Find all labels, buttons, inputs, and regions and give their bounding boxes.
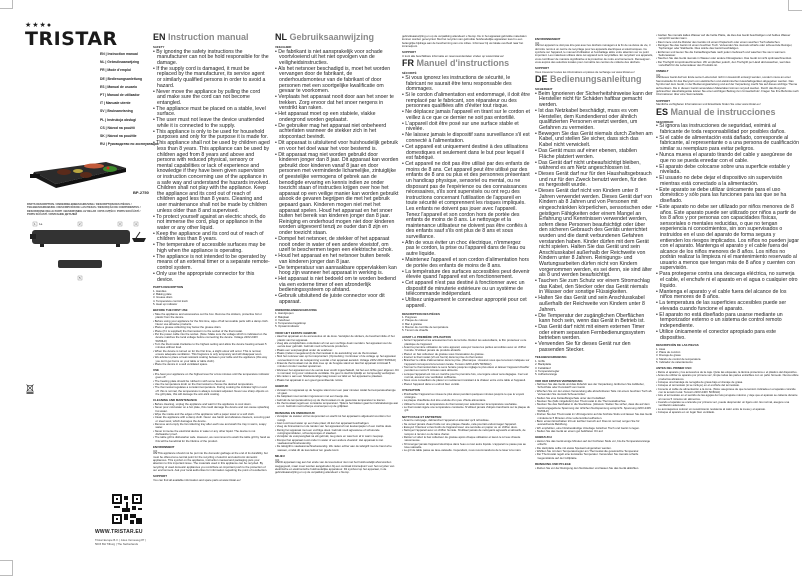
language-item[interactable]: FR | Mode d'emploi: [100, 68, 131, 73]
list-item: • Turn the thermostat clockwise to the highest setting and allow the device heating at least 5 minutes without food.: [153, 343, 270, 350]
crop-mark-bottom-left: [0, 560, 13, 576]
list-item: • Cet appareil n'est pas destiné à fonctionner avec un dispositif de minuterie extérieure ou un système de télécommande indépendant.: [402, 281, 530, 298]
list-item: • Verwenden Sie für dieses Gerät nur den passenden Stecker.: [535, 342, 653, 353]
list-item: • When the device is turned on for the first time, a slight odour will occur. This is normal, ensure adequate ventilation. This fragrance is only temporary and will disappear soon.: [153, 350, 270, 357]
bullet-list: [153, 403, 270, 443]
list-item: • Beim ersten Einschalten tritt ein leichter Geruch auf. Dies ist normal; sorgen Sie für ausreichende Belüftung.: [535, 420, 653, 427]
list-item: • Ist das Netzkabel beschädigt, muss es vom Hersteller, dem Kundendienst oder ähnlich qualifizierten Personen ersetzt werden, um Gefahren zu vermeiden.: [535, 109, 653, 131]
list-item: • L'appareil doit être posé sur une surface stable et nivelée.: [402, 122, 530, 133]
list-item: • Si vous ignorez les instructions de sécurité, le fabricant ne saurait être tenu responsable des dommages.: [402, 76, 530, 93]
list-item: • Coloque el termostato (si se incluye) en el enchufe del termostato.: [656, 384, 799, 387]
language-item[interactable]: EN | Instruction manual: [100, 52, 138, 56]
bullet-list: [402, 76, 530, 310]
list-item: 1. Griffe: [535, 359, 545, 364]
list-item: • The heating plate should be rubbed in with some food oil.: [153, 380, 270, 383]
list-item: • Das Gerät darf nicht unbeaufsichtigt bleiben, während es am Netz angeschlossen ist.: [535, 161, 653, 172]
parts-list: [275, 312, 399, 328]
subsection-label: USE: [153, 368, 159, 373]
bullet-list: [535, 440, 653, 460]
manual-title: Instruction manual: [168, 32, 249, 42]
list-item: • Dit apparaat is uitsluitend voor huishoudelijk gebruik en voor het doel waar het voor bestemd is.: [275, 141, 399, 152]
subsection-label: DESCRIPTION DES PIÈCES: [402, 311, 440, 316]
brand-name: TRISTAR: [25, 28, 118, 50]
list-item: • N'immergez jamais l'appareil électrique dans l'eau ou tout autre liquide. L'appareil ne passe pas au lave-vaisselle.: [402, 443, 530, 450]
parts-list: [402, 316, 530, 332]
list-item: • Put the power cable into the socket. (Note: Make sure the voltage which is indicated on the device matches the local voltage before connecting the device. Voltage 220V-240V 50/60Hz): [153, 333, 270, 343]
manual-title: Manuel d'instructions: [416, 58, 510, 69]
list-item: • Sluit het netsnoer aan op het stopcontact. (Opmerking: Controleer of de voltage op het apparaat overeenkomt met de netspanning voordat u het apparaat aansluit. Voltage 220V-240V 50/60Hz): [275, 355, 399, 362]
parts-description-heading: PARTS DESCRIPTION / ONDERDELENBESCHRIJVING / DESCRIPTION DES PIÈCES / TEILEBESCHREIBUNG / DESCRIPCIÓN DE LAS PIEZAS / DESCRIÇÃO DE COMPONENTES / DESCRIZIONE DELLE PARTI / BESKRIVNING AV DELAR / OPIS CZĘŚCI / POPIS SOUČÁSTÍ / POPIS SÚČASTÍ / ОПИСАНИЕ ДЕТАЛЕЙ: [27, 203, 141, 216]
model-number: BP-2750: [133, 190, 149, 195]
list-item: • Pre-heat your appliance on the highest level for a few minutes until the temperature indicator goes off.: [153, 373, 270, 380]
list-item: • De bakplaat moet worden ingewreven met een beetje olie.: [275, 395, 399, 398]
list-item: • Wanneer het apparaat voor de eerste keer wordt ingeschakeld, zal het een lichte geur afgeven. Dit is normaal; zorg voor voldoende ventilatie. De geur is slechts tijdelijk en zal spoedig verdwijnen.: [275, 369, 399, 376]
list-item: • Der Tischgrill ist spülmaschinenfest. Wir empfehlen jedoch, den Tischgrill per Hand abzuwaschen, weil dies vorteilhaft für die Lebensdauer des Produkts ist.: [656, 61, 799, 68]
list-item: • Ne versez jamais d'eau froide sur une plaque chaude, cela pourrait endommager l'appareil.: [402, 423, 530, 426]
list-item: • Das Gerät muss auf einer ebenen, stabilen Fläche platziert werden.: [535, 149, 653, 160]
section-heading: [153, 32, 270, 43]
language-item[interactable]: RU | Руководство по эксплуатации: [100, 142, 159, 147]
list-item: • Verwarm het apparaat op de hoogste stand voor een paar minuten totdat het temperatuurlampje uit gaat.: [275, 389, 399, 396]
list-item: 5. Opwarmindicator: [275, 324, 300, 329]
list-item: • Avant la première utilisation de votre appareil, essuyez toutes les parties amovibles avec un chiffon humide. N'utilisez jamais de produits abrasifs.: [402, 346, 530, 353]
subsection-label: SUPPORT: [153, 474, 167, 479]
diagram-label-3: 3: [119, 222, 121, 226]
list-item: • Verplaats het apparaat nooit door aan het snoer te trekken. Zorg ervoor dat het snoer nergens in verstrikt kan raken.: [275, 95, 399, 112]
parts-list: [153, 290, 270, 306]
list-item: • Keep the appliance and its cord out of reach of children less than 8 years.: [153, 232, 270, 243]
list-item: • De tafelgrill is vaatwasmachinebestendig. We raden echter aan de tafelgrill met de hand af te wassen, omdat dit de levensduur ten goede komt.: [275, 445, 399, 452]
bullet-list: [535, 92, 653, 354]
list-item: • Stellen Sie das Gerät an einem gut belüfteten Ort auf.: [535, 430, 653, 433]
list-item: • Place (if it is supplied) the thermostat in to the socket of the thermostat.: [153, 330, 270, 333]
bullet-list: [402, 393, 530, 413]
weee-bin-icon: ☒: [535, 41, 540, 48]
section-heading: [275, 32, 399, 43]
weee-bin-icon: [26, 384, 34, 394]
language-item[interactable]: NL | Gebruiksaanwijzing: [100, 60, 140, 65]
list-item: • Nous vous conseillons de placer un revêtement résistant à la chaleur entre votre table et l'appareil.: [402, 379, 530, 382]
list-item: 4. Temperature control knob: [153, 298, 188, 303]
list-item: 5. Heat up indicator: [153, 302, 178, 307]
list-item: • De temperatuur van aanraakbare oppervlakken kan hoog zijn wanneer het apparaat in werking is.: [275, 266, 399, 277]
list-item: • The appliance is not intended to be operated by means of an external timer or a separate remote-control system.: [153, 255, 270, 272]
subsection-label: SÉCURITÉ: [402, 71, 417, 76]
column-nl: [275, 32, 399, 475]
list-item: • Mantenga el aparato y el cable fuera del alcance de los niños menores de 8 años.: [656, 290, 799, 301]
bullet-list: [402, 419, 530, 452]
environment-paragraph: [153, 450, 270, 473]
list-item: • Nunca mueva el aparato tirando del cable y asegúrese de que no se pueda enredar con el cable.: [656, 153, 799, 164]
environment-text: Cet appareil ne doit pas être jeté avec les déchets ménagers à la fin de sa durée de vie, il doit être remis à un centre de recyclage pour les appareils électriques et électroniques. Ce symbole sur l'appareil, le manuel d'utilisation et l'emballage attire votre attention sur ce point important. Les matériaux utilisés dans cet appareil sont recyclables. En recyclant vos appareils, vous contribuez de manière significative à la protection de notre environnement. Renseignez-vous auprès des autorités locales pour connaître les centres de collecte des déchets.: [535, 42, 653, 64]
list-item: • By ignoring the safety instructions the manufacturer can not be hold responsible for the damage.: [153, 50, 270, 67]
list-item: • Avant le nettoyage, débranchez l'appareil et attendez qu'il refroidisse.: [402, 419, 530, 422]
crop-mark-top-left: [0, 0, 13, 9]
subsection-label: VEILIGHEID: [275, 45, 292, 49]
language-item[interactable]: PT | Manual de utilizador: [100, 93, 140, 98]
list-item: • Cet appareil est uniquement destiné à des utilisations domestiques et seulement dans le but pour lequel il est fabriqué.: [402, 145, 530, 162]
list-item: 3. Fettablauf: [535, 365, 551, 370]
list-item: • Stecken Sie das Netzkabel in die Steckdose. (Hinweis: Stellen Sie sicher, dass die auf dem Gerät angegebene Spannung der örtlichen Netzspannung entspricht. Spannung 220V-240V 50/60Hz): [535, 403, 653, 413]
list-item: • Si ignora las instrucciones de seguridad, eximirá al fabricante de toda responsabilidad por posibles daños.: [656, 124, 799, 135]
list-item: • Ne laissez jamais le dispositif sans surveillance s'il est connecté à l'alimentation.: [402, 133, 530, 144]
column-en: [153, 32, 270, 482]
bullet-list: [153, 313, 270, 367]
list-item: • Haal het apparaat en de accessoires uit de doos. Verwijder de stickers, de beschermfolie of het plastic van het apparaat.: [275, 335, 399, 342]
bullet-list: [153, 50, 270, 284]
list-item: • Stecken Sie (falls mitgeliefert) den Thermostat in die Thermostatbuchse.: [535, 400, 653, 403]
list-item: • Si le cordon d'alimentation est endommagé, il doit être remplacé par le fabricant, son réparateur ou des personnes qualifiées afin d'éviter tout risque.: [402, 93, 530, 110]
list-item: • Para protegerse contra una descarga eléctrica, no sumerja el cable, el enchufe ni el aparato en el agua o cualquier otro líquido.: [656, 272, 799, 289]
list-item: • Tauchen Sie das Gerät niemals in Wasser oder andere Flüssigkeiten. Das Gerät ist nicht spülmaschinenfest.: [656, 57, 799, 60]
list-item: 3. Drenaje de grasa: [656, 353, 681, 358]
list-item: • Tauchen Sie zum Schutz vor einem Stromschlag das Kabel, den Stecker oder das Gerät niemals in Wasser oder sonstige Flüssigkeiten.: [535, 279, 653, 296]
subsection-label: VOOR HET EERSTE GEBRUIK: [275, 330, 317, 335]
list-item: • Never move the appliance by pulling the cord and make sure the cord can not become entangled.: [153, 90, 270, 107]
bullet-list: [153, 373, 270, 396]
list-item: 4. Temperaturregler: [535, 368, 560, 373]
list-item: • Entfernen und leeren Sie die Fettauffangschale nach jedem Gebrauch und waschen Sie sie in warmem Seifenwasser.: [656, 51, 799, 58]
list-item: • Nehmen Sie das Gerät und das Zubehör aus der Verpackung. Entfernen Sie Aufkleber, Schutzfolie oder Kunststoff vom Gerät.: [535, 383, 653, 390]
subsection-label: PARTS DESCRIPTION: [153, 285, 184, 290]
product-image-grill-icon: [28, 158, 128, 190]
list-item: • Reinigen Sie das Gerät mit einem feuchten Tuch. Verwenden Sie niemals scharfe oder scheuernde Reiniger, Topfreiniger oder Stahlwolle. Dies würde das Gerät beschädigen.: [656, 44, 799, 51]
bullet-list: [535, 383, 653, 433]
subsection-label: MILIEU: [275, 454, 285, 459]
weee-bin-icon: ☒: [656, 74, 661, 81]
list-item: • Wischen Sie vor der ersten Verwendung alle abnehmbaren Teile mit einem feuchten Tuch ab. Verwenden Sie niemals Scheuermittel.: [535, 390, 653, 397]
subsection-label: AVANT LA PREMIÈRE UTILISATION: [402, 334, 451, 339]
list-item: • Place a grease collecting tray below the grease drain.: [153, 326, 270, 329]
list-item: • Veeg alle verwijderbare onderdelen af met een vochtige doek voordat u het apparaat voor de eerste keer gebruikt. Gebruik nooit schurende producten.: [275, 342, 399, 349]
list-item: 1. Handgrepen: [275, 311, 294, 316]
paragraph: You can find all available information and spare parts at www.tristar.eu!: [153, 478, 241, 483]
list-item: • Dompel het apparaat nooit onder in water of een andere vloeistof. Het apparaat is niet vaatwasmachinebestendig.: [275, 439, 399, 446]
list-item: • Before using your appliance for the first time, wipe off all removable parts with a damp cloth. Never use abrasive products.: [153, 320, 270, 327]
list-item: • Cuando el aparato se enciende por primera vez, puede desprender un ligero olor. Es normal, asegure una ventilación adecuada.: [656, 401, 799, 408]
list-item: • El usuario no debe dejar el dispositivo sin supervisión mientras está conectado a la alimentación.: [656, 176, 799, 187]
list-item: • Lorsque l'appareil est mis en marche pour la première fois, une légère odeur sera dégagée. Ceci est normal, assurez une ventilation suffisante.: [402, 373, 530, 380]
bullet-list: [275, 50, 399, 306]
list-item: 1. Poignées: [402, 315, 417, 320]
diagram-label-5: 5: [79, 276, 81, 280]
paragraph: Sämtliche verfügbaren Informationen und Ersatzteile finden Sie unter www.tristar.eu!: [656, 102, 761, 107]
language-code: DE: [535, 74, 548, 85]
list-item: • Placez un bac collecteur de graisse sous l'évacuation de graisse.: [402, 353, 530, 356]
list-item: • La plaque chauffante doit être enduite d'un peu d'huile alimentaire.: [402, 399, 530, 402]
list-item: • Never immerse the electrical device in water or any other liquid. The device is not dishwasher proof.: [153, 430, 270, 437]
list-item: • Remove and empty the fat collecting tray after each use and wash the tray in warm, soapy water.: [153, 423, 270, 430]
list-item: • Conecte el cable de alimentación a la toma. (Nota: asegúrese de que la tensión indicada en el aparato coincide con la tensión local. Tensión 220V-240V 50/60Hz): [656, 388, 799, 395]
diagram-label-1a: 1a: [39, 222, 43, 226]
language-item[interactable]: CS | Návod na použití: [100, 125, 135, 130]
list-item: • Das Innere und die Ränder des Geräts mit einem Papiertuch oder einem weichen Tuch abwischen.: [656, 41, 799, 44]
language-item[interactable]: ES | Manual de usuario: [100, 84, 138, 89]
bullet-list: [275, 335, 399, 382]
list-item: 4. Temperatuurregelknop: [275, 321, 307, 326]
language-item[interactable]: DE | Bedienungsanleitung: [100, 76, 143, 81]
list-item: • La temperatura de las superficies accesibles puede ser elevada cuando funcione el aparato.: [656, 301, 799, 312]
list-item: • The appliance must be placed on a stable, level surface.: [153, 107, 270, 118]
bullet-list: [656, 371, 799, 414]
list-item: • Stellen Sie eine Fettauffangschale unter den Fettablauf.: [535, 397, 653, 400]
qr-code[interactable]: [112, 494, 142, 524]
diagram-label-1: 1: [34, 222, 36, 226]
list-item: • Le gril de table passe au lave-vaisselle. Cependant, nous recommandons de le laver à la main.: [402, 449, 530, 452]
subsection-label: SUPPORT: [402, 50, 416, 55]
list-item: • This appliance shall not be used by children aged less than 8 years. This appliance can be used by children aged from 8 years and above and persons with reduced physical, sensory or mental capabilities or lack of experience and knowledge if they have been given supervision or instruction concerning use of the appliance in a safe way and understand the hazards involved. Children shall not play with the appliance. Keep the appliance and its cord out of reach of children aged less than 8 years. Cleaning and user maintenance shall not be made by children unless older than 8 and supervised.: [153, 141, 270, 214]
list-item: • Dompel het netsnoer, de stekker of het apparaat nooit onder in water of een andere vloeistof, om uzelf te beschermen tegen een elektrische schok.: [275, 237, 399, 254]
diagram-label-2: 2: [79, 222, 81, 226]
list-item: • We advise to place a heat resistant coating between your table and the appliance (this way you don't get burns on your table or table cloth).: [153, 356, 270, 363]
list-item: 5. Témoin de chauffe: [402, 328, 429, 333]
environment-text: Dieses Gerät darf am Ende seiner Lebenszeit nicht im Hausmüll entsorgt werden, sondern muss an einer Sammelstelle für das Recyceln von elektrischen und elektronischen Haushaltsgeräten abgegeben werden. Das Symbol auf dem Gerät, in der Bedienungsanleitung und auf der Verpackung macht Sie auf dieses wichtige Thema aufmerksam. Die in diesem Gerät verwendeten Materialien können recycelt werden. Durch das Recyceln gebrauchter Haushaltsgeräte leisten Sie einen wichtigen Beitrag zum Umweltschutz. Fragen Sie Ihre Behörde nach Informationen über eine Sammelstelle.: [656, 75, 799, 97]
list-item: 2. Plaque de cuisson: [402, 318, 428, 323]
list-item: • Take the appliance and accessories out the box. Remove the stickers, protective foil or plastic from the device.: [153, 313, 270, 320]
subsection-label: ENVIRONMENT: [153, 445, 175, 450]
paragraph: Vous trouverez toutes les informations et pièces de rechange sur www.tristar.eu !: [535, 69, 636, 74]
list-item: 3. Vetafvoer: [275, 317, 290, 322]
bullet-list: [535, 467, 653, 470]
list-item: • Das Gerät darf nicht mit einem externen Timer oder einem separaten Fernbedienungssystem betrieben werden.: [535, 325, 653, 342]
manual-title: Manual de instrucciones: [670, 106, 776, 117]
list-item: • Before cleaning, unplug the appliance and wait for the appliance to cool down.: [153, 403, 270, 406]
list-item: • This appliance is only to be used for household purposes and only for the purpose it is made for.: [153, 130, 270, 141]
subsection-label: ENVIRONNEMENT: [535, 37, 561, 41]
list-item: • Dit apparaat mag niet worden gebruikt door kinderen jonger dan 8 jaar. Dit apparaat kan worden gebruikt door kinderen vanaf 8 jaar en door personen met verminderde lichamelijke, zintuiglijke of geestelijke vermogens of gebrek aan de benodigde ervaring en kennis indien ze onder toezicht staan of instructies krijgen over hoe het apparaat op een veilige manier kan worden gebruikt alsook de gevaren begrijpen die met het gebruik gepaard gaan. Kinderen mogen niet met het apparaat spelen. Houd het apparaat en het snoer buiten het bereik van kinderen jonger dan 8 jaar. Reiniging en onderhoud mogen niet door kinderen worden uitgevoerd tenzij ze ouder dan 8 zijn en onder toezicht staan.: [275, 153, 399, 237]
column-de-es: [656, 34, 799, 414]
diagram-label-4: 4: [135, 222, 137, 226]
list-item: • Utilisez uniquement le connecteur approprié pour cet appareil.: [402, 298, 530, 309]
list-item: • To protect yourself against an electric shock, do not immerse the cord, plug or appliance in the water or any other liquid.: [153, 215, 270, 232]
list-item: • The user must not leave the device unattended while it is connected to the supply.: [153, 118, 270, 129]
subsection-label: REINIGUNG UND PFLEGE: [535, 461, 571, 466]
list-item: • If the supply cord is damaged, it must be replaced by the manufacturer, its service agent or similarly qualified persons in order to avoid a hazard.: [153, 67, 270, 89]
subsection-label: CLEANING AND MAINTENANCE: [153, 398, 198, 403]
column-nl-fr: [402, 35, 530, 453]
list-item: • Halten Sie das Gerät und sein Anschlusskabel außerhalb der Reichweite von Kindern unter 8 Jahren.: [535, 296, 653, 313]
subsection-label: ONDERDELENBESCHRIJVING: [275, 307, 317, 312]
list-item: • The temperature of accessible surfaces may be high when the appliance is operating.: [153, 243, 270, 254]
language-item[interactable]: IT | Manuale utente: [100, 101, 131, 106]
list-item: • Le aconsejamos colocar un revestimiento resistente al calor entre la mesa y el aparato.: [656, 408, 799, 411]
list-item: 2. Bakplaat: [275, 314, 289, 319]
list-item: • Drehen Sie den Thermostat im Uhrzeigersinn auf die höchste Stufe und lassen Sie das Gerät mindestens 5 Minuten ohne Lebensmittel aufheizen.: [535, 413, 653, 420]
list-item: • Ne déplacez jamais l'appareil en tirant sur le cordon et veillez à ce que ce dernier ne soit pas entortillé.: [402, 110, 530, 121]
list-item: 3. Grease drain: [153, 295, 173, 300]
list-item: • Clean the appliance with a damp cloth. Never use harsh and abrasive cleaners, scouring pad or steel wool, which damages the device.: [153, 416, 270, 423]
subsection-label: SUPPORT: [535, 66, 549, 71]
list-item: • La température des surfaces accessibles peut devenir élevée quand l'appareil est en fonctionnement.: [402, 270, 530, 281]
paragraph: U kunt alle beschikbare informatie en reserveonderdelen vinden op www.tristar.eu!: [402, 53, 504, 58]
list-item: • Gire el termostato en el sentido de las agujas del reloj al ajuste máximo y deje que el aparato se caliente durante al menos 5 minutos sin alimentos.: [656, 394, 799, 401]
list-item: 4. Bouton de contrôle de température: [402, 325, 449, 330]
subsection-label: NETTOYAGE ET ENTRETIEN: [402, 414, 442, 419]
list-item: • Afin de vous éviter un choc électrique, n'immergez pas le cordon, la prise ou l'appareil dans de l'eau ou autre liquide.: [402, 241, 530, 258]
language-item[interactable]: SV | Bruksanvisning: [100, 109, 133, 114]
list-item: • The thermostat regulates a constant temperature. During cooking the indicator light on and off: this is normal, the temperature is always constant adjusted. Never use sharp objects on the grill plate, this will damage the anti-stick coating.: [153, 386, 270, 396]
subsection-label: SUPPORT: [656, 98, 670, 103]
list-item: • Het apparaat moet op een stabiele, vlakke ondergrond worden geplaatst.: [275, 112, 399, 123]
bullet-list: [656, 34, 799, 67]
bullet-list: [402, 339, 530, 386]
list-item: • Die Temperatur der zugänglichen Oberflächen kann hoch sein, wenn das Gerät in Betrieb ist.: [535, 314, 653, 325]
list-item: • Sortez l'appareil et les accessoires hors de la boîte. Retirez les autocollants, le film protecteur ou le plastique de l'appareil.: [402, 339, 530, 346]
language-code: EN: [153, 32, 166, 42]
list-item: • The table grill is dishwasher safe. However, we recommend to wash the table grill by hand as this will be beneficial for the lifetime of the product.: [153, 436, 270, 443]
tristar-logo: [25, 22, 118, 49]
list-item: 3. Bac à graisse: [402, 321, 423, 326]
manual-title: Bedienungsanleitung: [550, 74, 642, 85]
list-item: • Utilisez le bouton de température du thermostat pour sélectionner la température souhaitée.: [402, 403, 530, 406]
subsection-label: SAFETY: [153, 45, 165, 49]
environment-text: This appliance should not be put into the domestic garbage at the end of its durability, but must be offered at a central point for the recycling of electric and electronic domestic appliances. This symbol on the appliance, instruction manual and packaging puts your attention to this important issue. The materials used in this appliance can be recycled. By recycling of used domestic appliances you contribute an important push to the protection of our environment. Ask your local authorities for information regarding the point of recollection.: [153, 450, 268, 473]
language-item[interactable]: SK | Návod na použitie: [100, 134, 137, 139]
list-item: • El aparato no está diseñado para usarse mediante un temporizador externo o un sistema de control remoto independiente.: [656, 313, 799, 330]
list-item: • Coloque una bandeja de recogida de grasa bajo el drenaje de grasa.: [656, 381, 799, 384]
list-item: 1. Handles: [153, 288, 167, 293]
list-item: • Use the temperature knob on the thermostat to choose the desired temperature.: [153, 383, 270, 386]
subsection-label: REINIGING EN ONDERHOUD: [275, 410, 315, 415]
list-item: • Bewegen Sie das Gerät niemals durch Ziehen am Kabel, und stellen Sie sicher, dass sich das Kabel nicht verwickelt.: [535, 132, 653, 149]
environment-paragraph: [535, 42, 653, 65]
list-item: • Tournez le thermostat dans le sens horaire jusqu'au réglage le plus élevé et laissez l'appareil chauffer pendant au moins 5 minutes sans aliments.: [402, 366, 530, 373]
subsection-label: UTILISATION: [402, 388, 420, 393]
parts-diagram: [28, 220, 148, 290]
list-item: 2. Baking plate: [153, 292, 172, 297]
parts-list: [656, 348, 799, 364]
bullet-list: [275, 415, 399, 452]
list-item: • Plaats een vetopvangbak onder de vetafvoer.: [275, 349, 399, 352]
list-item: • Wir empfehlen, eine hitzebeständige Unterlage zwischen Tisch und Gerät zu legen.: [535, 427, 653, 430]
list-item: • Gebruik uitsluitend de juiste connector voor dit apparaat.: [275, 294, 399, 305]
list-item: • Este aparato no debe ser utilizado por niños menores de 8 años. Este aparato puede ser utilizado por niños a partir de los 8 años y por personas con capacidades físicas, sensoriales o mentales reducidas, o que no tengan experiencia ni conocimientos, sin son supervisados o instruidos en el uso del aparato de forma segura y entienden los riesgos implicados. Los niños no pueden jugar con el aparato. Mantenga el aparato y el cable fuera del alcance de los niños menores de 8 años. Los niños no podrán realizar la limpieza ni el mantenimiento reservado al usuario a menos que tengan más de 8 años y cuenten con supervisión.: [656, 205, 799, 272]
environment-paragraph: [656, 74, 799, 97]
list-item: • De thermostaat regelt een constante temperatuur. Tijdens het bakken gaat het indicatielampje aan en uit. Gebruik nooit scherpe voorwerpen op de grillplaat.: [275, 402, 399, 409]
language-code: FR: [402, 58, 414, 69]
website-link[interactable]: WWW.TRISTAR.EU: [95, 529, 143, 535]
subsection-label: GEBRUIK: [275, 384, 289, 389]
subsection-label: GEBRAUCH: [535, 435, 552, 440]
list-item: 5. Aufheizanzeige: [535, 372, 558, 377]
list-item: • Cet appareil ne doit pas être utilisé par des enfants de moins de 8 ans. Cet appareil peut être utilisé par des enfants de 8 ans ou plus et des personnes présentant un handicap physique, sensoriel ou mental, ou ne disposant pas de l'expérience ou des connaissances nécessaires, s'ils sont supervisés ou ont reçu des instructions concernant l'utilisation de l'appareil en toute sécurité et comprennent les risques impliqués. Les enfants ne doivent pas jouer avec l'appareil. Tenez l'appareil et son cordon hors de portée des enfants de moins de 8 ans. Le nettoyage et la maintenance utilisateur ne doivent pas être confiés à des enfants sauf s'ils ont plus de 8 ans et sous surveillance.: [402, 162, 530, 240]
list-item: • Este aparato se debe utilizar únicamente para el uso doméstico y sólo para las funciones para las que se ha diseñado.: [656, 188, 799, 205]
subsection-label: TEILEBESCHREIBUNG: [535, 355, 567, 360]
environment-paragraph: [275, 459, 399, 475]
list-item: • Verwijder de stekker uit het stopcontact en wacht tot het apparaat is afgekoeld voordat u het reinigt.: [275, 415, 399, 422]
column-fr-de: [535, 35, 653, 470]
list-item: • Plaats (indien meegeleverd) de thermostaat in de aansluiting van de thermostaat.: [275, 352, 399, 355]
section-heading: [535, 74, 653, 85]
section-heading: [402, 58, 530, 69]
bullet-list: [656, 124, 799, 341]
list-item: • Utilice únicamente el conector apropiado para este dispositivo.: [656, 330, 799, 341]
environment-text: Dit apparaat mag aan het einde van de levensduur niet met het huishoudelijk afval worden weggegooid, maar moet worden aangeboden bij een centraal inzamelpunt voor het recyclen van elektrische en elektronische huishoudelijke apparatuur. Dit symbool op het apparaat, in de gebruiksaanwijzing en op de verpakking attendeert u hierop.: [275, 459, 395, 475]
list-item: 2. Placa de cocción: [656, 350, 681, 355]
list-item: • Plaats het apparaat in een goed geventileerde ruimte.: [275, 379, 399, 382]
subsection-label: SEGURIDAD: [656, 119, 674, 124]
parts-list: [535, 360, 653, 376]
section-heading: [656, 107, 799, 118]
subsection-label: ANTES DEL PRIMER USO: [656, 366, 692, 371]
list-item: • Insérez le thermostat (s'il est fourni) dans la prise du thermostat.: [402, 356, 530, 359]
list-item: • Die Heizplatte sollte mit etwas Speiseöl eingerieben werden.: [535, 447, 653, 450]
list-item: • Nettoyez l'appareil avec un chiffon humide. N'utilisez jamais de nettoyants agressifs et abrasifs, de tampon à récurer ou de laine d'acier.: [402, 429, 530, 436]
list-item: • Dieses Gerät darf nicht von Kindern unter 8 Jahren verwendet werden. Dieses Gerät darf von Kindern ab 8 Jahren und von Personen mit eingeschränkten körperlichen, sensorischen oder geistigen Fähigkeiten oder einem Mangel an Erfahrung und Kenntnissen verwendet werden, sofern diese Personen beaufsichtigt oder über den sicheren Gebrauch des Geräts unterrichtet wurden und die damit verbundenen Gefahren verstanden haben. Kinder dürfen mit dem Gerät nicht spielen. Halten Sie das Gerät und sein Anschlusskabel außerhalb der Reichweite von Kindern unter 8 Jahren. Reinigungs- und Wartungsarbeiten dürfen nicht von Kindern vorgenommen werden, es sei denn, sie sind älter als 8 und werden beaufsichtigt.: [535, 189, 653, 279]
list-item: • El aparato debe colocarse sobre una superficie estable y nivelada.: [656, 165, 799, 176]
list-item: • We raden u aan een hittebestendige laag tussen uw tafel en het apparaat te plaatsen.: [275, 375, 399, 378]
subsection-label: DESCRIPCIÓN DE LAS PIEZAS: [656, 343, 699, 348]
list-item: 1. Asas: [656, 346, 666, 351]
weee-bin-icon: ☒: [275, 458, 280, 465]
list-item: • Retirez et videz le bac collecteur de graisse après chaque utilisation et lavez-le à l'eau chaude savonneuse.: [402, 436, 530, 443]
list-item: • Reinig het apparaat met een vochtige doek. Gebruik nooit agressieve of schurende reinigingsmiddelen, schuursponsjes of staalwol.: [275, 429, 399, 436]
list-item: • Never pour cold water on a hot plate, this could damage the device and can cause splashing hot water.: [153, 406, 270, 413]
list-item: • Beim Ignorieren der Sicherheitshinweise kann der Hersteller nicht für Schäden haftbar gemacht werden.: [535, 92, 653, 109]
list-item: • Ziehen Sie vor der Reinigung den Netzstecker und lassen Sie das Gerät abkühlen.: [535, 467, 653, 470]
list-item: 2. Backplatte: [535, 362, 552, 367]
list-item: • Het apparaat is niet bedoeld om te worden bediend via een externe timer of een afzonderlijk bedieningssysteem op afstand.: [275, 277, 399, 294]
manual-title: Gebruiksaanwijzing: [289, 32, 375, 42]
list-item: • Dieses Gerät darf nur für den Haushaltsgebrauch und nur für den Zweck benutzt werden, für den es hergestellt wurde.: [535, 172, 653, 189]
list-item: • Retire el aparato y los accesorios de la caja. Quite las etiquetas, la lámina protectora o el plástico del dispositivo.: [656, 371, 799, 374]
weee-bin-icon: ☒: [153, 449, 158, 456]
list-item: • Préchauffez l'appareil au niveau le plus élevé pendant quelques minutes jusqu'à ce que le voyant s'éteigne.: [402, 393, 530, 400]
subsection-label: VOR DER ERSTEN VERWENDUNG: [535, 378, 583, 383]
list-item: • Draai de thermostaat met de klok mee op de hoogste stand en laat het apparaat minimaal 5 minuten zonder voedsel opwarmen.: [275, 362, 399, 369]
list-item: • Houd het apparaat en het netsnoer buiten bereik van kinderen jonger dan 8 jaar.: [275, 254, 399, 265]
list-item: • Le thermostat régule une température constante. N'utilisez jamais d'objets tranchants sur la plaque du gril.: [402, 406, 530, 413]
list-item: • Only use the appropriate connector for this device.: [153, 272, 270, 283]
crop-mark-top-right: [788, 0, 802, 11]
list-item: • Coloque el aparato en un lugar bien ventilado.: [656, 411, 799, 414]
list-item: • Veeg de binnenkant en de randen van het apparaat af met keukenpapier of een zachte doek.: [275, 425, 399, 428]
list-item: 5. Indicador de calentamiento: [656, 359, 693, 364]
logo-stars-icon: ★★★●: [25, 22, 53, 29]
list-item: • Gebruik de temperatuurknop op de thermostaat om de gewenste temperatuur te kiezen.: [275, 399, 399, 402]
list-item: 4. Mando de control de temperatura: [656, 356, 701, 361]
list-item: • Placez l'appareil dans un endroit bien ventilé.: [402, 383, 530, 386]
subsection-label: SICHERHEIT: [535, 87, 553, 92]
subsection-label: BEFORE THE FIRST USE: [153, 308, 188, 313]
list-item: • Si el cable de alimentación está dañado, corresponde al fabricante, al representante o a una persona de cualificación similar su reemplazo para evitar peligros.: [656, 136, 799, 153]
list-item: • Maintenez l'appareil et son cordon d'alimentation hors de portée des enfants de moins de 8 ans.: [402, 258, 530, 269]
bullet-list: [275, 389, 399, 409]
list-item: • Place the device in a well ventilated space.: [153, 363, 270, 366]
language-code: ES: [656, 106, 669, 117]
paragraph: gebruiksaanwijzing en op de verpakking attendeert u hierop. De in het apparaat gebruikte materialen kunnen worden gerecycled. Met het recyclen van gebruikte huishoudelijke apparaten levert u een belangrijke bijdrage aan de bescherming van ons milieu. Informeer bij uw lokale overheid naar het inzamelpunt.: [402, 34, 527, 49]
list-item: • Als het netsnoer beschadigd is, moet het worden vervangen door de fabrikant, de onderhoudsmonteur van de fabrikant of door personen met een soortgelijke kwalificatie om gevaar te voorkomen.: [275, 67, 399, 95]
list-item: • Der Thermostat regelt eine konstante Temperatur. Verwenden Sie niemals scharfe Gegenstände auf der Grillplatte.: [535, 453, 653, 460]
language-list: [100, 50, 159, 148]
list-item: • Wählen Sie mit dem Temperaturregler am Thermostat die gewünschte Temperatur.: [535, 450, 653, 453]
list-item: • Essuyez l'intérieur et les bords de l'appareil avec une serviette en papier ou un chiffon doux.: [402, 426, 530, 429]
list-item: • Giet nooit koud water op een hete plaat; dit kan het apparaat beschadigen.: [275, 422, 399, 425]
language-item[interactable]: PL | Instrukcja obsługi: [100, 117, 137, 122]
list-item: • Branchez le câble d'alimentation dans la prise. (Remarque : Assurez-vous que la tension indiquée sur l'appareil correspond à la tension locale. Tension 220V-240V 50/60Hz): [402, 359, 530, 366]
list-item: • Gießen Sie niemals kaltes Wasser auf die heiße Platte, da dies das Gerät beschädigen und heißes Wasser verspritzt werden kann.: [656, 34, 799, 41]
list-item: • Verwijder de vetopvangbak na elk gebruik, leeg deze en was hem af in warm zeepsop.: [275, 435, 399, 438]
list-item: • Heizen Sie das Gerät einige Minuten auf der höchsten Stufe vor, bis die Temperaturanzeige erlischt.: [535, 440, 653, 447]
subsection-label: UMWELT: [656, 69, 669, 74]
language-code: NL: [275, 32, 287, 42]
list-item: • De fabrikant is niet aansprakelijk voor schade voortvloeiend uit het niet opvolgen van de veiligheidsinstructies.: [275, 50, 399, 67]
list-item: • Antes de utilizar su aparato por primera vez, limpie todas las partes extraíbles con un paño húmedo. Nunca utilice productos abrasivos.: [656, 374, 799, 381]
list-item: • Wipe the inside and the edges of the appliance with a paper towel or a soft cloth.: [153, 413, 270, 416]
list-item: • De gebruiker mag het apparaat niet onbeheerd achterlaten wanneer de stekker zich in het stopcontact bevindt.: [275, 124, 399, 141]
company-address: Tristar Europe B.V. | Jules Verneweg 87 | 5015 BH Tilburg | The Netherlands: [95, 538, 146, 546]
